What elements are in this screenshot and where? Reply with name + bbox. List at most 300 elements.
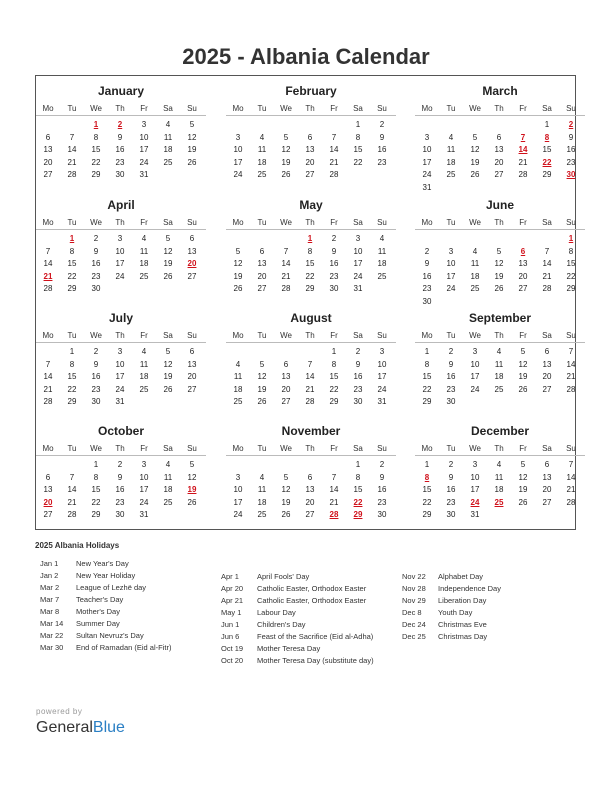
holiday-day-cell: 28 — [329, 510, 339, 519]
day-cell: 31 — [139, 170, 149, 179]
weekday-label: Th — [305, 104, 315, 113]
weekday-label: Su — [187, 104, 197, 113]
month-name: October — [97, 424, 144, 438]
day-cell: 27 — [43, 170, 53, 179]
day-cell: 10 — [470, 359, 480, 369]
day-cell: 16 — [91, 259, 101, 268]
month-name: April — [107, 198, 135, 212]
day-cell: 1 — [331, 347, 337, 356]
holiday-day-cell: 8 — [544, 132, 550, 142]
day-cell: 14 — [329, 145, 339, 154]
weekday-label: We — [469, 218, 481, 227]
day-cell: 24 — [233, 510, 243, 519]
holiday-date: Jun 1 — [221, 620, 240, 629]
weekday-label: Mo — [42, 444, 54, 453]
month-name: March — [482, 84, 518, 98]
day-cell: 7 — [283, 246, 289, 256]
weekday-label: Su — [377, 331, 387, 340]
day-cell: 3 — [424, 132, 430, 142]
weekday-label: Tu — [446, 331, 456, 340]
day-cell: 3 — [448, 246, 454, 256]
day-cell: 11 — [163, 132, 173, 142]
weekday-label: Th — [494, 218, 504, 227]
weekday-label: Tu — [446, 218, 456, 227]
day-cell: 25 — [163, 497, 173, 507]
holidays-title: 2025 Albania Holidays — [35, 541, 120, 550]
day-cell: 10 — [446, 259, 456, 268]
weekday-label: Fr — [140, 331, 148, 340]
day-cell: 9 — [93, 246, 99, 256]
day-cell: 20 — [305, 497, 315, 507]
day-cell: 15 — [305, 259, 315, 268]
holiday-entry — [221, 620, 411, 632]
logo-general-text: General — [36, 719, 93, 736]
day-cell: 6 — [189, 347, 195, 356]
day-cell: 19 — [470, 157, 480, 167]
day-cell: 11 — [257, 145, 267, 154]
day-cell: 9 — [424, 259, 430, 268]
day-cell: 2 — [355, 347, 361, 356]
day-cell: 28 — [542, 284, 552, 293]
day-cell: 27 — [187, 271, 197, 281]
day-cell: 30 — [446, 397, 456, 406]
day-cell: 12 — [187, 472, 197, 482]
holiday-column — [40, 559, 230, 655]
holiday-date: Nov 29 — [402, 596, 426, 605]
day-cell: 28 — [518, 170, 528, 179]
holiday-entry — [40, 643, 230, 655]
day-cell: 14 — [43, 372, 53, 381]
day-cell: 30 — [353, 397, 363, 406]
month-january — [36, 84, 206, 194]
holiday-entry — [221, 584, 411, 596]
day-cell: 15 — [67, 259, 77, 268]
day-cell: 2 — [331, 234, 337, 243]
month-name: June — [485, 198, 514, 212]
holiday-date: Mar 7 — [40, 595, 60, 604]
day-cell: 5 — [472, 132, 478, 142]
day-cell: 21 — [329, 157, 339, 167]
day-cell: 3 — [141, 460, 147, 469]
day-cell: 26 — [187, 497, 197, 507]
day-cell: 21 — [566, 372, 576, 381]
day-cell: 25 — [257, 170, 267, 179]
day-cell: 30 — [91, 397, 101, 406]
day-cell: 20 — [257, 271, 267, 281]
day-cell: 4 — [448, 132, 454, 142]
day-cell: 15 — [353, 485, 363, 494]
day-cell: 15 — [91, 145, 101, 154]
day-cell: 14 — [281, 259, 291, 268]
weekday-label: Fr — [519, 104, 527, 113]
day-cell: 13 — [542, 359, 552, 369]
holiday-date: Mar 22 — [40, 631, 64, 640]
day-cell: 16 — [91, 372, 101, 381]
day-cell: 12 — [163, 359, 173, 369]
holiday-date: Dec 25 — [402, 632, 426, 641]
weekday-label: Tu — [257, 444, 267, 453]
month-name: August — [290, 311, 332, 325]
holiday-entry — [221, 644, 411, 656]
day-cell: 20 — [542, 372, 552, 381]
month-name: December — [470, 424, 530, 438]
day-cell: 25 — [139, 384, 149, 394]
day-cell: 4 — [141, 347, 147, 356]
day-cell: 15 — [566, 259, 576, 268]
day-cell: 2 — [379, 460, 385, 469]
logo-blue-text: Blue — [92, 719, 125, 736]
day-cell: 17 — [422, 157, 432, 167]
weekday-label: Fr — [330, 444, 338, 453]
weekday-label: Su — [566, 444, 576, 453]
day-cell: 26 — [470, 170, 480, 179]
day-cell: 28 — [329, 170, 339, 179]
month-april — [36, 198, 206, 308]
day-cell: 6 — [544, 347, 550, 356]
weekday-divider — [415, 115, 585, 116]
day-cell: 2 — [379, 120, 385, 129]
weekday-label: Sa — [542, 331, 552, 340]
day-cell: 3 — [355, 234, 361, 243]
day-cell: 15 — [422, 485, 432, 494]
day-cell: 3 — [379, 347, 385, 356]
brand-footer — [36, 707, 125, 738]
day-cell: 16 — [566, 145, 576, 154]
day-cell: 23 — [422, 284, 432, 293]
day-cell: 8 — [69, 246, 75, 256]
weekday-divider — [36, 229, 206, 230]
day-cell: 10 — [353, 246, 363, 256]
day-cell: 1 — [93, 460, 99, 469]
holiday-name: Christmas Day — [438, 632, 488, 641]
day-cell: 7 — [45, 359, 51, 369]
weekday-divider — [36, 455, 206, 456]
day-cell: 26 — [518, 384, 528, 394]
holiday-day-cell: 14 — [518, 145, 528, 154]
weekday-label: We — [280, 218, 292, 227]
weekday-label: Su — [187, 218, 197, 227]
weekday-label: Sa — [353, 331, 363, 340]
day-cell: 26 — [281, 510, 291, 519]
day-cell: 10 — [115, 359, 125, 369]
day-cell: 9 — [355, 359, 361, 369]
day-cell: 26 — [494, 284, 504, 293]
day-cell: 6 — [45, 132, 51, 142]
weekday-label: Mo — [421, 218, 433, 227]
day-cell: 13 — [518, 259, 528, 268]
day-cell: 7 — [568, 347, 574, 356]
day-cell: 17 — [470, 372, 480, 381]
day-cell: 20 — [494, 157, 504, 167]
day-cell: 12 — [518, 472, 528, 482]
weekday-label: Su — [566, 218, 576, 227]
holiday-entry — [40, 607, 230, 619]
weekday-label: Tu — [67, 104, 77, 113]
holiday-entry — [40, 559, 230, 571]
day-cell: 25 — [139, 271, 149, 281]
day-cell: 19 — [257, 384, 267, 394]
holiday-name: Catholic Easter, Orthodox Easter — [257, 596, 367, 605]
weekday-label: Th — [494, 444, 504, 453]
day-cell: 12 — [470, 145, 480, 154]
day-cell: 30 — [115, 510, 125, 519]
holiday-day-cell: 2 — [117, 120, 123, 129]
day-cell: 15 — [422, 372, 432, 381]
day-cell: 24 — [377, 384, 387, 394]
day-cell: 4 — [141, 234, 147, 243]
day-cell: 3 — [235, 472, 241, 482]
holiday-name: New Year's Day — [76, 559, 129, 568]
day-cell: 25 — [377, 271, 387, 281]
weekday-divider — [415, 455, 585, 456]
weekday-label: Th — [305, 218, 315, 227]
day-cell: 7 — [307, 359, 313, 369]
generalblue-logo[interactable] — [36, 718, 125, 738]
weekday-divider — [226, 115, 396, 116]
day-cell: 24 — [139, 497, 149, 507]
day-cell: 31 — [115, 397, 125, 406]
holiday-day-cell: 1 — [93, 120, 99, 129]
weekday-label: Mo — [421, 444, 433, 453]
day-cell: 10 — [139, 472, 149, 482]
holiday-day-cell: 7 — [520, 132, 526, 142]
day-cell: 20 — [187, 372, 197, 381]
day-cell: 17 — [233, 157, 243, 167]
day-cell: 12 — [163, 246, 173, 256]
day-cell: 1 — [544, 120, 550, 129]
day-cell: 28 — [566, 384, 576, 394]
day-cell: 4 — [496, 347, 502, 356]
powered-by-text: powered by — [36, 707, 83, 716]
day-cell: 8 — [307, 246, 313, 256]
holiday-entry — [402, 620, 592, 632]
day-cell: 20 — [43, 157, 53, 167]
day-cell: 2 — [424, 246, 430, 256]
day-cell: 19 — [494, 271, 504, 281]
day-cell: 26 — [163, 271, 173, 281]
holiday-entry — [40, 571, 230, 583]
holiday-name: League of Lezhë day — [76, 583, 147, 592]
weekday-label: Fr — [330, 104, 338, 113]
day-cell: 30 — [329, 284, 339, 293]
holiday-entry — [40, 583, 230, 595]
holiday-day-cell: 30 — [566, 170, 576, 179]
day-cell: 4 — [165, 120, 171, 129]
day-cell: 11 — [163, 472, 173, 482]
month-name: November — [281, 424, 341, 438]
day-cell: 3 — [235, 132, 241, 142]
day-cell: 26 — [518, 497, 528, 507]
day-cell: 8 — [568, 246, 574, 256]
weekday-label: Th — [494, 104, 504, 113]
day-cell: 11 — [257, 485, 267, 494]
day-cell: 24 — [422, 170, 432, 179]
day-cell: 12 — [281, 145, 291, 154]
day-cell: 15 — [67, 372, 77, 381]
holiday-entry — [221, 656, 411, 668]
weekday-label: Mo — [232, 218, 244, 227]
day-cell: 23 — [115, 497, 125, 507]
weekday-label: Sa — [542, 104, 552, 113]
day-cell: 9 — [379, 472, 385, 482]
day-cell: 18 — [377, 259, 387, 268]
day-cell: 14 — [43, 259, 53, 268]
day-cell: 8 — [331, 359, 337, 369]
weekday-divider — [226, 229, 396, 230]
day-cell: 2 — [117, 460, 123, 469]
weekday-label: Tu — [446, 104, 456, 113]
day-cell: 24 — [446, 284, 456, 293]
day-cell: 4 — [259, 472, 265, 482]
weekday-label: Mo — [421, 104, 433, 113]
weekday-label: Mo — [421, 331, 433, 340]
day-cell: 18 — [470, 271, 480, 281]
day-cell: 22 — [422, 497, 432, 507]
holiday-day-cell: 20 — [187, 259, 197, 268]
holiday-name: Sultan Nevruz's Day — [76, 631, 144, 640]
day-cell: 29 — [67, 284, 77, 293]
day-cell: 29 — [422, 397, 432, 406]
month-september — [415, 311, 585, 421]
holiday-name: Mother's Day — [76, 607, 120, 616]
month-august — [226, 311, 396, 421]
weekday-label: We — [90, 444, 102, 453]
day-cell: 15 — [329, 372, 339, 381]
holiday-entry — [402, 572, 592, 584]
day-cell: 31 — [422, 182, 432, 192]
weekday-label: Sa — [542, 218, 552, 227]
holiday-entry — [40, 595, 230, 607]
day-cell: 29 — [91, 170, 101, 179]
weekday-label: Sa — [542, 444, 552, 453]
day-cell: 31 — [470, 510, 480, 519]
holiday-entry — [402, 584, 592, 596]
day-cell: 9 — [568, 132, 574, 142]
day-cell: 11 — [446, 145, 456, 154]
day-cell: 12 — [281, 485, 291, 494]
day-cell: 24 — [233, 170, 243, 179]
holiday-day-cell: 29 — [353, 510, 363, 519]
day-cell: 4 — [235, 359, 241, 369]
day-cell: 10 — [377, 359, 387, 369]
day-cell: 6 — [544, 460, 550, 469]
weekday-label: Tu — [67, 331, 77, 340]
day-cell: 21 — [67, 157, 77, 167]
weekday-label: We — [280, 331, 292, 340]
day-cell: 29 — [329, 397, 339, 406]
weekday-label: Sa — [163, 444, 173, 453]
day-cell: 16 — [446, 372, 456, 381]
weekday-label: Su — [187, 331, 197, 340]
day-cell: 19 — [518, 485, 528, 494]
holiday-name: Mother Teresa Day — [257, 644, 321, 653]
day-cell: 13 — [542, 472, 552, 482]
day-cell: 11 — [139, 359, 149, 369]
day-cell: 1 — [69, 347, 75, 356]
day-cell: 9 — [448, 359, 454, 369]
day-cell: 17 — [470, 485, 480, 494]
day-cell: 19 — [281, 157, 291, 167]
day-cell: 22 — [67, 271, 77, 281]
weekday-label: We — [90, 104, 102, 113]
day-cell: 3 — [117, 234, 123, 243]
weekday-label: Mo — [232, 444, 244, 453]
holiday-date: Nov 22 — [402, 572, 426, 581]
day-cell: 17 — [115, 372, 125, 381]
month-december — [415, 424, 585, 534]
day-cell: 30 — [446, 510, 456, 519]
day-cell: 31 — [353, 284, 363, 293]
day-cell: 7 — [331, 132, 337, 142]
day-cell: 18 — [494, 372, 504, 381]
holiday-date: Jun 6 — [221, 632, 240, 641]
day-cell: 22 — [329, 384, 339, 394]
day-cell: 27 — [305, 510, 315, 519]
weekday-label: Fr — [330, 331, 338, 340]
day-cell: 27 — [494, 170, 504, 179]
weekday-label: We — [469, 104, 481, 113]
weekday-label: Fr — [519, 444, 527, 453]
day-cell: 2 — [448, 347, 454, 356]
weekday-label: Su — [187, 444, 197, 453]
day-cell: 15 — [542, 145, 552, 154]
weekday-label: Sa — [163, 218, 173, 227]
day-cell: 5 — [235, 246, 241, 256]
day-cell: 6 — [45, 472, 51, 482]
holiday-date: Oct 19 — [221, 644, 244, 653]
day-cell: 14 — [566, 472, 576, 482]
day-cell: 15 — [353, 145, 363, 154]
day-cell: 22 — [67, 384, 77, 394]
day-cell: 21 — [67, 497, 77, 507]
day-cell: 7 — [331, 472, 337, 482]
holiday-day-cell: 25 — [494, 497, 504, 507]
day-cell: 12 — [494, 259, 504, 268]
day-cell: 20 — [518, 271, 528, 281]
weekday-label: Th — [115, 104, 125, 113]
day-cell: 29 — [305, 284, 315, 293]
day-cell: 3 — [472, 460, 478, 469]
day-cell: 18 — [494, 485, 504, 494]
holiday-name: Labour Day — [257, 608, 296, 617]
weekday-label: Fr — [140, 218, 148, 227]
holiday-column — [221, 572, 411, 668]
weekday-divider — [226, 455, 396, 456]
holiday-name: April Fools' Day — [257, 572, 310, 581]
day-cell: 14 — [542, 259, 552, 268]
holiday-entry — [221, 596, 411, 608]
weekday-label: Sa — [163, 104, 173, 113]
weekday-label: Sa — [353, 104, 363, 113]
holiday-name: Christmas Eve — [438, 620, 487, 629]
month-may — [226, 198, 396, 308]
day-cell: 19 — [163, 259, 173, 268]
day-cell: 24 — [139, 157, 149, 167]
weekday-label: Fr — [519, 218, 527, 227]
day-cell: 1 — [424, 347, 430, 356]
day-cell: 16 — [115, 485, 125, 494]
holiday-date: Nov 28 — [402, 584, 426, 593]
holiday-date: Mar 8 — [40, 607, 60, 616]
day-cell: 6 — [283, 359, 289, 369]
weekday-label: Mo — [232, 104, 244, 113]
day-cell: 19 — [163, 372, 173, 381]
holiday-name: Liberation Day — [438, 596, 487, 605]
day-cell: 6 — [259, 246, 265, 256]
holiday-date: Jan 1 — [40, 559, 59, 568]
holiday-day-cell: 20 — [43, 497, 53, 507]
holiday-day-cell: 21 — [43, 271, 53, 281]
